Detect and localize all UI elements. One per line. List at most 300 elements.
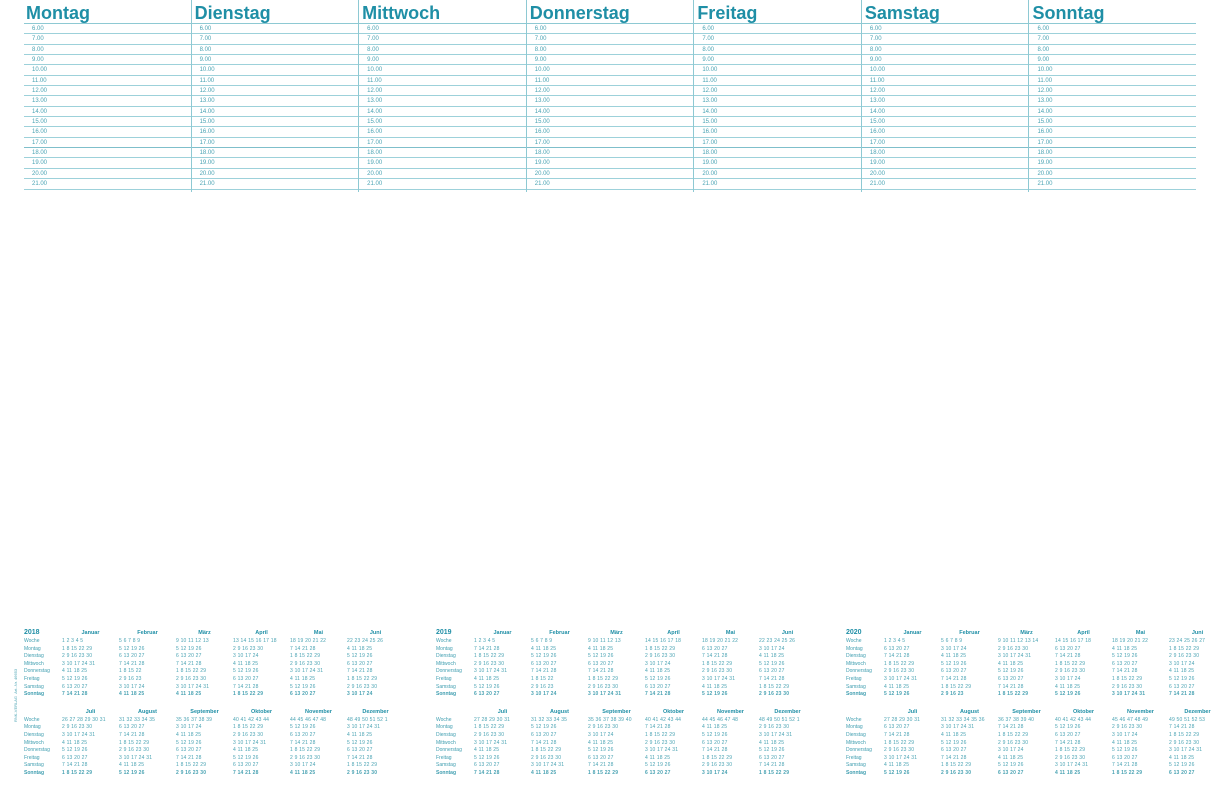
day-numbers: 3 10 17 24 31 [1112, 691, 1146, 698]
time-slot[interactable]: 18.00 [192, 148, 359, 158]
time-slot[interactable]: 13.00 [694, 96, 861, 106]
time-slot[interactable]: 13.00 [359, 96, 526, 106]
day-numbers: 7 14 21 28 [531, 739, 557, 746]
day-numbers: 2 9 16 23 30 [884, 668, 915, 675]
month-block [588, 628, 645, 699]
day-numbers: 2 9 16 23 30 [998, 645, 1029, 652]
day-numbers: 1 8 15 22 29 [1169, 731, 1200, 738]
time-slot[interactable]: 6.00 [862, 24, 1029, 34]
time-slot[interactable]: 18.00 [527, 148, 694, 158]
day-numbers: 4 11 18 25 [998, 660, 1024, 667]
time-slot[interactable]: 11.00 [1029, 76, 1196, 86]
day-numbers: 2 9 16 23 30 [1169, 653, 1200, 660]
time-slot[interactable]: 14.00 [192, 107, 359, 117]
time-slot[interactable]: 19.00 [359, 158, 526, 168]
day-numbers: 4 11 18 25 [531, 645, 557, 652]
month-name: Januar [81, 630, 100, 636]
day-numbers: 7 14 21 28 [702, 653, 728, 660]
time-slot[interactable]: 10.00 [862, 65, 1029, 75]
month-name: November [305, 708, 332, 715]
day-numbers: 5 12 19 26 [176, 645, 202, 652]
time-slot[interactable]: 20.00 [359, 169, 526, 179]
week-numbers: 22 23 24 25 26 [347, 638, 384, 644]
weekday-label: Montag [24, 724, 41, 731]
day-numbers: 2 9 16 23 30 [233, 731, 264, 738]
time-slot[interactable]: 14.00 [862, 107, 1029, 117]
weekday-label: Dienstag [436, 653, 456, 660]
time-slot[interactable]: 6.00 [694, 24, 861, 34]
time-slot[interactable]: 8.00 [1029, 45, 1196, 55]
time-slot[interactable]: 21.00 [24, 179, 191, 189]
time-slot[interactable]: 19.00 [192, 158, 359, 168]
day-numbers: 2 9 16 23 30 [884, 747, 915, 754]
time-slot[interactable]: 10.00 [1029, 65, 1196, 75]
weekday-label: Sonntag [436, 769, 456, 776]
weekday-label: Dienstag [24, 653, 44, 660]
day-numbers: 1 8 15 22 29 [645, 731, 676, 738]
day-numbers: 5 12 19 26 [645, 675, 671, 682]
week-numbers: 5 6 7 8 9 [531, 638, 553, 644]
time-slot[interactable]: 18.00 [1029, 148, 1196, 158]
weekday-label: Sonntag [846, 769, 866, 776]
time-slot[interactable]: 16.00 [359, 127, 526, 137]
week-numbers: 44 45 46 47 48 [290, 716, 327, 723]
weekday-labels [846, 707, 884, 778]
time-slot[interactable]: 18.00 [862, 148, 1029, 158]
time-slot[interactable]: 9.00 [694, 55, 861, 65]
day-numbers: 3 10 17 24 31 [884, 675, 918, 682]
month-name: März [198, 630, 211, 636]
time-slot[interactable]: 6.00 [1029, 24, 1196, 34]
week-numbers: 14 15 16 17 18 [1055, 638, 1092, 644]
weekday-label: Sonntag [846, 691, 866, 698]
calendar-half [436, 707, 816, 778]
day-numbers: 3 10 17 24 31 [884, 754, 918, 761]
week-numbers: 5 6 7 8 9 [941, 638, 963, 644]
day-numbers: 6 13 20 27 [474, 762, 500, 769]
time-slot[interactable]: 16.00 [1029, 127, 1196, 137]
day-numbers: 7 14 21 28 [62, 762, 88, 769]
day-numbers: 4 11 18 25 [347, 645, 373, 652]
time-slot[interactable]: 15.00 [192, 117, 359, 127]
month-name: August [960, 708, 979, 715]
month-name: April [1077, 630, 1090, 636]
month-name: Mai [313, 630, 324, 636]
day-numbers: 4 11 18 25 [998, 754, 1024, 761]
time-slot[interactable]: 10.00 [192, 65, 359, 75]
time-slot[interactable]: 17.00 [694, 138, 861, 148]
time-slot[interactable]: 11.00 [192, 76, 359, 86]
weekday-label: Dienstag [846, 653, 866, 660]
month-block [702, 628, 759, 699]
time-slot[interactable]: 9.00 [24, 55, 191, 65]
day-numbers: 6 13 20 27 [474, 691, 500, 698]
time-slot[interactable]: 15.00 [694, 117, 861, 127]
time-slot[interactable]: 7.00 [359, 34, 526, 44]
day-numbers: 3 10 17 24 [290, 762, 316, 769]
day-numbers: 1 8 15 22 29 [1055, 660, 1086, 667]
weekday-labels [24, 628, 62, 699]
day-numbers: 4 11 18 25 [474, 747, 500, 754]
day-numbers: 5 12 19 26 [759, 747, 785, 754]
day-numbers: 7 14 21 28 [941, 754, 967, 761]
day-numbers: 4 11 18 25 [1055, 683, 1081, 690]
day-numbers: 7 14 21 28 [531, 668, 557, 675]
time-slot[interactable]: 20.00 [1029, 169, 1196, 179]
month-name: Februar [549, 630, 570, 636]
day-numbers: 4 11 18 25 [474, 675, 500, 682]
time-slot[interactable]: 12.00 [694, 86, 861, 96]
weekday-label: Donnerstag [846, 747, 872, 754]
time-slot[interactable]: 7.00 [1029, 34, 1196, 44]
weekday-label: Mittwoch [24, 660, 44, 667]
time-slot[interactable]: 11.00 [24, 76, 191, 86]
day-numbers: 6 13 20 27 [759, 754, 785, 761]
time-slot[interactable]: 9.00 [862, 55, 1029, 65]
time-slot[interactable]: 21.00 [862, 179, 1029, 189]
weekday-label: Freitag [436, 754, 452, 761]
time-slot[interactable]: 19.00 [694, 158, 861, 168]
time-slot[interactable]: 14.00 [24, 107, 191, 117]
day-numbers: 7 14 21 28 [119, 731, 145, 738]
time-slot[interactable]: 21.00 [1029, 179, 1196, 189]
day-numbers: 6 13 20 27 [998, 675, 1024, 682]
time-slot[interactable]: 17.00 [862, 138, 1029, 148]
day-column [358, 0, 526, 192]
year-calendar [24, 628, 404, 778]
month-name: September [190, 708, 219, 715]
day-numbers: 2 9 16 23 30 [62, 724, 93, 731]
day-numbers: 1 8 15 22 29 [702, 754, 733, 761]
day-numbers: 6 13 20 27 [62, 754, 88, 761]
day-numbers: 5 12 19 26 [998, 762, 1024, 769]
time-slot[interactable]: 13.00 [24, 96, 191, 106]
time-slot[interactable]: 12.00 [192, 86, 359, 96]
week-numbers: 31 32 33 34 35 [119, 716, 156, 723]
time-slot[interactable]: 16.00 [527, 127, 694, 137]
time-slot[interactable]: 16.00 [192, 127, 359, 137]
day-numbers: 6 13 20 27 [531, 731, 557, 738]
publisher-imprint [13, 669, 18, 722]
day-numbers: 3 10 17 24 31 [759, 731, 793, 738]
week-numbers: 48 49 50 51 52 1 [759, 716, 800, 723]
spacer [24, 707, 62, 717]
month-block [176, 707, 233, 778]
time-slot[interactable]: 9.00 [527, 55, 694, 65]
weekday-label: Mittwoch [846, 739, 866, 746]
week-numbers: 5 6 7 8 9 [119, 638, 141, 644]
weekday-label: Samstag [436, 683, 456, 690]
time-slot[interactable]: 17.00 [527, 138, 694, 148]
time-slot[interactable]: 8.00 [694, 45, 861, 55]
day-numbers: 4 11 18 25 [588, 739, 614, 746]
day-numbers: 2 9 16 23 30 [1112, 724, 1143, 731]
time-slot[interactable]: 19.00 [1029, 158, 1196, 168]
month-name: September [602, 708, 631, 715]
day-numbers: 4 11 18 25 [884, 762, 910, 769]
weekday-label: Samstag [846, 762, 866, 769]
weekday-label: Montag [24, 645, 41, 652]
day-numbers: 2 9 16 23 30 [233, 645, 264, 652]
day-numbers: 1 8 15 22 29 [62, 645, 93, 652]
day-numbers: 5 12 19 26 [531, 653, 557, 660]
time-slot[interactable]: 20.00 [862, 169, 1029, 179]
time-slot[interactable]: 12.00 [359, 86, 526, 96]
day-numbers: 1 8 15 22 29 [884, 660, 915, 667]
day-numbers: 1 8 15 22 29 [759, 769, 790, 776]
day-numbers: 5 12 19 26 [884, 769, 910, 776]
day-numbers: 6 13 20 27 [233, 675, 259, 682]
day-numbers: 5 12 19 26 [759, 660, 785, 667]
day-numbers: 3 10 17 24 31 [290, 668, 324, 675]
time-slot[interactable]: 7.00 [24, 34, 191, 44]
week-numbers: 23 24 25 26 27 [1169, 638, 1206, 644]
month-block [884, 707, 941, 778]
time-slot[interactable]: 6.00 [527, 24, 694, 34]
weekday-labels [436, 628, 474, 699]
time-slot[interactable]: 14.00 [694, 107, 861, 117]
time-slot[interactable]: 12.00 [1029, 86, 1196, 96]
time-slot[interactable]: 15.00 [24, 117, 191, 127]
time-slot[interactable]: 6.00 [192, 24, 359, 34]
time-slot[interactable]: 21.00 [694, 179, 861, 189]
month-name: November [717, 708, 744, 715]
weekday-label: Freitag [846, 675, 862, 682]
time-slot[interactable]: 16.00 [24, 127, 191, 137]
time-slot[interactable]: 17.00 [24, 138, 191, 148]
time-slot[interactable]: 10.00 [694, 65, 861, 75]
time-slot[interactable]: 6.00 [359, 24, 526, 34]
week-numbers: 31 32 33 34 35 [531, 716, 568, 723]
day-numbers: 6 13 20 27 [290, 691, 316, 698]
day-numbers: 7 14 21 28 [941, 675, 967, 682]
time-slot[interactable]: 18.00 [24, 148, 191, 158]
time-slot[interactable]: 16.00 [862, 127, 1029, 137]
day-numbers: 5 12 19 26 [290, 683, 316, 690]
time-slot[interactable]: 12.00 [862, 86, 1029, 96]
day-numbers: 3 10 17 24 31 [347, 724, 381, 731]
month-block [702, 707, 759, 778]
time-slot[interactable]: 21.00 [192, 179, 359, 189]
time-slot[interactable]: 8.00 [527, 45, 694, 55]
week-numbers: 35 36 37 38 39 [176, 716, 213, 723]
day-numbers: 2 9 16 23 30 [474, 660, 505, 667]
day-numbers: 7 14 21 28 [1055, 739, 1081, 746]
day-numbers: 6 13 20 27 [176, 747, 202, 754]
time-slot[interactable]: 17.00 [1029, 138, 1196, 148]
month-block [176, 628, 233, 699]
day-numbers: 4 11 18 25 [759, 739, 785, 746]
day-numbers: 2 9 16 23 30 [176, 769, 207, 776]
day-numbers: 6 13 20 27 [1112, 660, 1138, 667]
time-slot[interactable]: 8.00 [24, 45, 191, 55]
day-numbers: 1 8 15 22 29 [588, 769, 619, 776]
time-slot[interactable]: 19.00 [527, 158, 694, 168]
time-slot[interactable]: 13.00 [527, 96, 694, 106]
month-block [290, 707, 347, 778]
time-slot[interactable]: 11.00 [694, 76, 861, 86]
day-name: Montag [24, 0, 191, 24]
time-slot[interactable]: 8.00 [192, 45, 359, 55]
day-numbers: 3 10 17 24 [176, 724, 202, 731]
day-numbers: 5 12 19 26 [474, 754, 500, 761]
time-slot[interactable]: 13.00 [192, 96, 359, 106]
day-numbers: 5 12 19 26 [702, 691, 728, 698]
day-numbers: 5 12 19 26 [645, 762, 671, 769]
time-slot[interactable]: 10.00 [24, 65, 191, 75]
day-numbers: 7 14 21 28 [347, 754, 373, 761]
day-numbers: 1 8 15 22 29 [645, 645, 676, 652]
time-slot[interactable]: 15.00 [1029, 117, 1196, 127]
day-numbers: 2 9 16 23 30 [759, 691, 790, 698]
time-slot[interactable]: 9.00 [1029, 55, 1196, 65]
day-numbers: 4 11 18 25 [884, 683, 910, 690]
month-block [119, 707, 176, 778]
day-numbers: 5 12 19 26 [62, 747, 88, 754]
day-numbers: 1 8 15 22 [119, 668, 142, 675]
day-numbers: 5 12 19 26 [941, 660, 967, 667]
week-numbers: 48 49 50 51 52 1 [347, 716, 388, 723]
day-numbers: 3 10 17 24 [531, 691, 557, 698]
month-name: Oktober [1072, 708, 1095, 715]
day-numbers: 1 8 15 22 29 [176, 668, 207, 675]
day-numbers: 1 8 15 22 29 [347, 762, 378, 769]
day-numbers: 7 14 21 28 [290, 739, 316, 746]
month-name: August [550, 708, 569, 715]
time-slot[interactable]: 11.00 [527, 76, 694, 86]
day-column [861, 0, 1029, 192]
time-slot[interactable]: 8.00 [862, 45, 1029, 55]
time-slot[interactable]: 9.00 [359, 55, 526, 65]
time-slot[interactable]: 13.00 [1029, 96, 1196, 106]
time-slot[interactable]: 18.00 [359, 148, 526, 158]
time-slot[interactable]: 14.00 [1029, 107, 1196, 117]
day-numbers: 7 14 21 28 [759, 675, 785, 682]
weekday-label: Montag [436, 645, 453, 652]
week-numbers: 9 10 11 12 13 14 [998, 638, 1039, 644]
day-numbers: 3 10 17 24 [233, 653, 259, 660]
weekday-label: Samstag [846, 683, 866, 690]
day-numbers: 3 10 17 24 [1112, 731, 1138, 738]
year-number: 2018 [24, 629, 40, 636]
year-number: 2019 [436, 629, 452, 636]
time-slot[interactable]: 16.00 [694, 127, 861, 137]
time-slot[interactable]: 14.00 [527, 107, 694, 117]
month-name: November [1127, 708, 1154, 715]
time-slot[interactable]: 9.00 [192, 55, 359, 65]
day-numbers: 6 13 20 27 [645, 683, 671, 690]
time-slot[interactable]: 15.00 [359, 117, 526, 127]
day-numbers: 1 8 15 22 29 [941, 683, 972, 690]
day-numbers: 4 11 18 25 [531, 769, 557, 776]
time-slot[interactable]: 13.00 [862, 96, 1029, 106]
month-block [62, 707, 119, 778]
time-slot[interactable]: 17.00 [359, 138, 526, 148]
time-slot[interactable]: 7.00 [527, 34, 694, 44]
day-numbers: 6 13 20 27 [62, 683, 88, 690]
time-slot[interactable]: 12.00 [527, 86, 694, 96]
time-slot[interactable]: 12.00 [24, 86, 191, 96]
month-name: Juni [369, 630, 382, 636]
calendar-half [24, 707, 404, 778]
time-slot[interactable]: 19.00 [24, 158, 191, 168]
time-slot[interactable]: 20.00 [527, 169, 694, 179]
month-block [62, 628, 119, 699]
day-numbers: 4 11 18 25 [702, 724, 728, 731]
day-numbers: 7 14 21 28 [1112, 668, 1138, 675]
month-block [290, 628, 347, 699]
weekday-label: Woche [24, 716, 40, 723]
time-slot[interactable]: 18.00 [694, 148, 861, 158]
time-slot[interactable]: 6.00 [24, 24, 191, 34]
time-slot[interactable]: 20.00 [192, 169, 359, 179]
week-numbers: 40 41 42 43 44 [233, 716, 270, 723]
time-slot[interactable]: 21.00 [359, 179, 526, 189]
day-numbers: 5 12 19 26 [119, 769, 145, 776]
weekday-label: Freitag [24, 754, 40, 761]
weekday-label: Donnerstag [24, 747, 50, 754]
day-numbers: 7 14 21 28 [233, 769, 259, 776]
time-slot[interactable]: 15.00 [527, 117, 694, 127]
time-slot[interactable]: 11.00 [862, 76, 1029, 86]
month-block [998, 707, 1055, 778]
month-name: Dezember [1184, 708, 1211, 715]
day-numbers: 2 9 16 23 30 [531, 754, 562, 761]
day-numbers: 6 13 20 27 [1169, 683, 1195, 690]
time-slot[interactable]: 7.00 [192, 34, 359, 44]
time-slot[interactable]: 17.00 [192, 138, 359, 148]
year-calendar [846, 628, 1226, 778]
time-slot[interactable]: 19.00 [862, 158, 1029, 168]
time-slot[interactable]: 21.00 [527, 179, 694, 189]
day-numbers: 4 11 18 25 [588, 645, 614, 652]
time-slot[interactable]: 8.00 [359, 45, 526, 55]
time-slot[interactable]: 11.00 [359, 76, 526, 86]
day-numbers: 2 9 16 23 30 [62, 653, 93, 660]
weekday-label: Montag [846, 645, 863, 652]
day-numbers: 1 8 15 22 29 [1112, 769, 1143, 776]
time-slot[interactable]: 14.00 [359, 107, 526, 117]
day-numbers: 1 8 15 22 29 [290, 747, 321, 754]
time-slot[interactable]: 7.00 [694, 34, 861, 44]
time-slot[interactable]: 10.00 [527, 65, 694, 75]
time-slot[interactable]: 7.00 [862, 34, 1029, 44]
day-numbers: 4 11 18 25 [1169, 754, 1195, 761]
day-numbers: 7 14 21 28 [119, 660, 145, 667]
time-slot[interactable]: 15.00 [862, 117, 1029, 127]
month-block [941, 707, 998, 778]
time-slot[interactable]: 20.00 [694, 169, 861, 179]
month-name: Juni [1191, 630, 1204, 636]
month-name: Juli [497, 708, 508, 715]
weekday-label: Mittwoch [436, 660, 456, 667]
day-numbers: 6 13 20 27 [233, 762, 259, 769]
day-numbers: 1 8 15 22 29 [290, 653, 321, 660]
day-numbers: 2 9 16 23 30 [474, 731, 505, 738]
day-numbers: 7 14 21 28 [1169, 724, 1195, 731]
day-numbers: 2 9 16 23 30 [119, 747, 150, 754]
day-numbers: 6 13 20 27 [702, 739, 728, 746]
day-numbers: 5 12 19 26 [119, 645, 145, 652]
day-numbers: 5 12 19 26 [941, 739, 967, 746]
day-numbers: 2 9 16 23 [941, 691, 964, 698]
time-slot[interactable]: 10.00 [359, 65, 526, 75]
day-numbers: 3 10 17 24 [941, 645, 967, 652]
day-numbers: 4 11 18 25 [233, 747, 259, 754]
time-slot[interactable]: 20.00 [24, 169, 191, 179]
day-name: Mittwoch [359, 0, 526, 24]
month-block [474, 707, 531, 778]
